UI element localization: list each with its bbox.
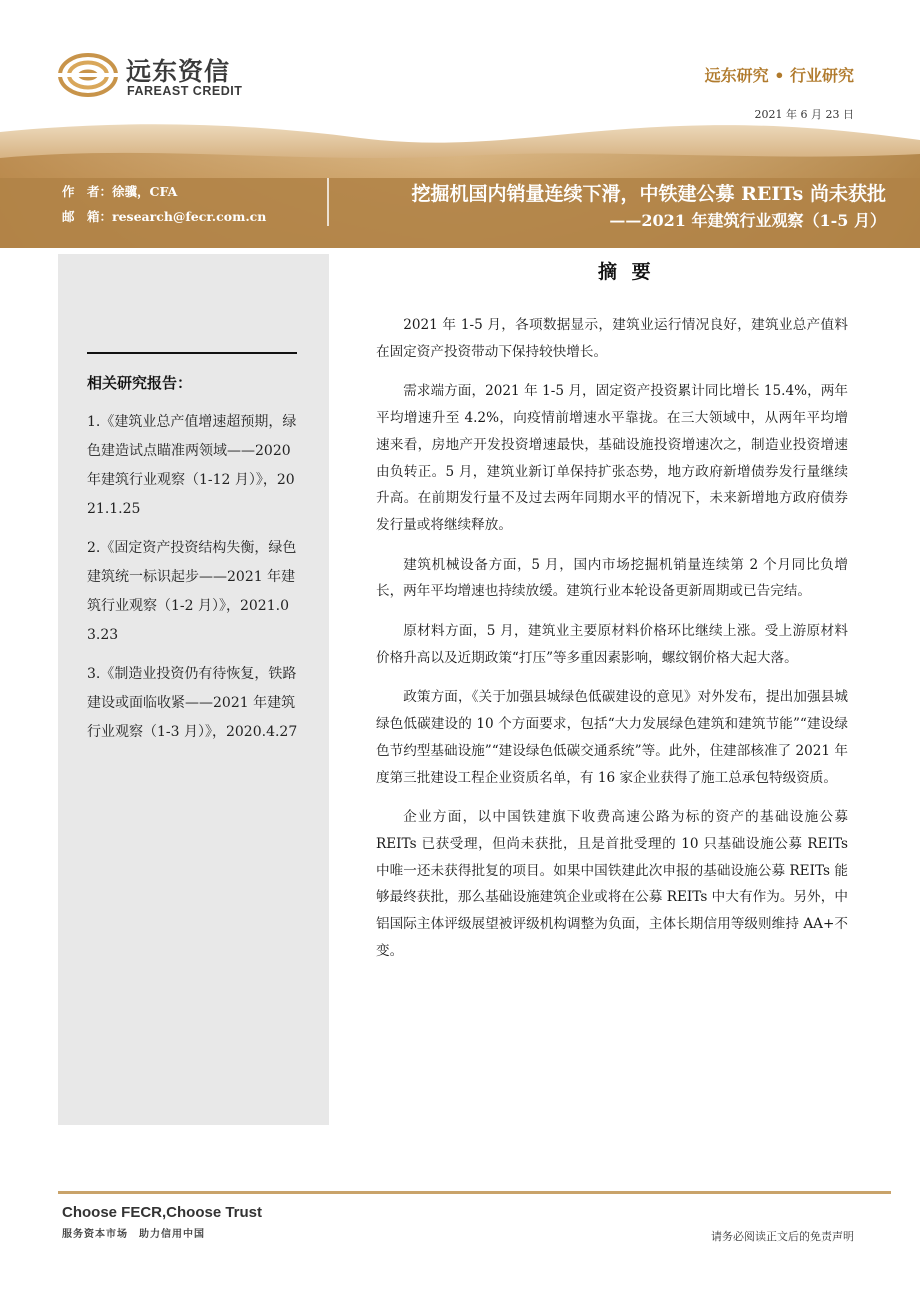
author-info	[62, 182, 177, 200]
related-report-item[interactable]: 3.《制造业投资仍有待恢复，铁路建设或面临收紧——2021 年建筑行业观察（1-3 月）》，2020.4.27	[87, 666, 298, 740]
summary-paragraph: 企业方面，以中国铁建旗下收费高速公路为标的资产的基础设施公募 REITs 已获受理，但尚未获批，且是首批受理的 10 只基础设施公募 REITs 中唯一还未获得批复的项目。如果中国铁建此次申报的基础设施公募 REITs 能够最终获批，那么基础设施建筑企业或将在公募 REITs 中大有作为。另外，中铝国际主体评级展望被评级机构调整为负面，主体长期信用等级则维持 AA+不变。	[376, 809, 848, 959]
footer-divider	[58, 1191, 891, 1194]
footer-slogan-sub: 服务资本市场 助力信用中国	[62, 1229, 205, 1240]
summary-paragraph: 需求端方面，2021 年 1-5 月，固定资产投资累计同比增长 15.4%，两年平均增速升至 4.2%，向疫情前增速水平靠拢。在三大领域中，从两年平均增速来看，房地产开发投资增速最快，基础设施投资增速次之，制造业投资增速由负转正。5 月，建筑业新订单保持扩张态势，地方政府新增债券发行量继续升高。在前期发行量不及过去两年同期水平的情况下，未来新增地方政府债券发行量或将继续释放。	[376, 383, 848, 533]
summary-paragraph: 政策方面，《关于加强县城绿色低碳建设的意见》对外发布，提出加强县城绿色低碳建设的 10 个方面要求，包括“大力发展绿色建筑和建筑节能”“建设绿色节约型基础设施”“建设绿色低碳交通系统”等。此外，住建部核准了 2021 年度第三批建设工程企业资质名单，有 16 家企业获得了施工总承包特级资质。	[376, 689, 848, 786]
report-subtitle: ——2021 年建筑行业观察（1-5 月）	[609, 211, 886, 230]
company-logo-icon	[58, 52, 118, 98]
sidebar-divider	[87, 352, 297, 354]
summary-paragraph: 建筑机械设备方面，5 月，国内市场挖掘机销量连续第 2 个月同比负增长，两年平均增速也持续放缓。建筑行业本轮设备更新周期或已告完结。	[376, 556, 848, 600]
related-reports-list	[87, 408, 301, 757]
summary-heading: 摘 要	[598, 261, 655, 283]
email-value[interactable]: research@fecr.com.cn	[112, 209, 267, 224]
footer-slogan: Choose FECR,Choose Trust	[62, 1204, 263, 1221]
email-info	[62, 207, 266, 225]
summary-paragraph: 原材料方面，5 月，建筑业主要原材料价格环比继续上涨。受上游原材料价格升高以及近期政策“打压”等多重因素影响，螺纹钢价格大起大落。	[376, 623, 848, 666]
author-label: 作 者：	[62, 184, 113, 199]
brand-name-en: FAREAST CREDIT	[127, 84, 243, 98]
related-report-item[interactable]: 1.《建筑业总产值增速超预期，绿色建造试点瞄准两领域——2020 年建筑行业观察（1-12 月）》，2021.1.25	[87, 414, 297, 517]
brand-name-cn: 远东资信	[126, 57, 231, 86]
email-label: 邮 箱：	[62, 209, 113, 224]
author-value: 徐骥，CFA	[112, 184, 178, 199]
banner-divider	[327, 178, 329, 226]
disclaimer-note: 请务必阅读正文后的免责声明	[711, 1230, 854, 1243]
report-title: 挖掘机国内销量连续下滑，中铁建公募 REITs 尚未获批	[411, 183, 886, 205]
report-series: 远东研究 • 行业研究	[704, 66, 854, 85]
related-report-item[interactable]: 2.《固定资产投资结构失衡，绿色建筑统一标识起步——2021 年建筑行业观察（1-2 月）》，2021.03.23	[87, 540, 297, 643]
summary-body	[376, 312, 848, 977]
report-date: 2021 年 6 月 23 日	[754, 108, 854, 121]
summary-paragraph: 2021 年 1-5 月，各项数据显示，建筑业运行情况良好，建筑业总产值料在固定资产投资带动下保持较快增长。	[376, 317, 848, 360]
related-reports-heading: 相关研究报告：	[87, 374, 193, 392]
